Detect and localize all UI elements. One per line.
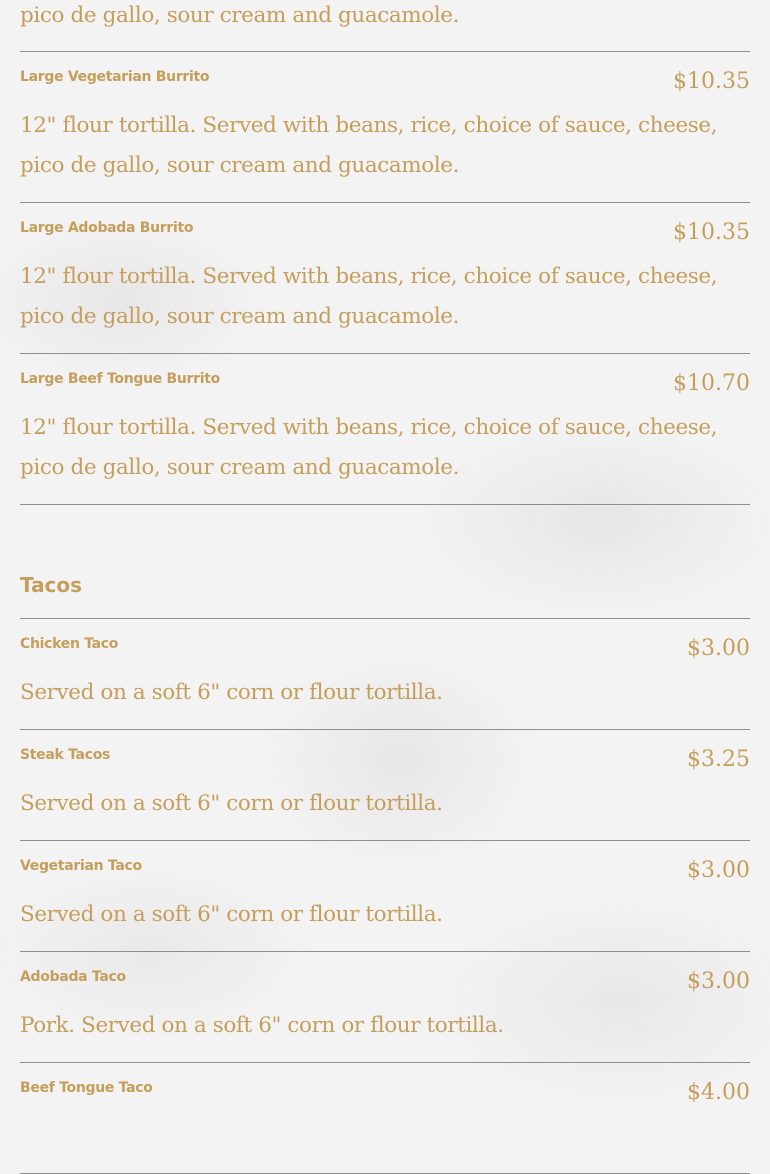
- item-name: Vegetarian Taco: [20, 858, 142, 874]
- section-heading-tacos: [20, 565, 750, 619]
- menu-item-beef-tongue-taco[interactable]: [20, 1063, 750, 1174]
- section-spacer: [20, 505, 750, 565]
- item-description: Served on a soft 6" corn or flour tortilla.: [20, 680, 443, 705]
- item-name: Large Vegetarian Burrito: [20, 69, 210, 85]
- item-description: 12" flour tortilla. Served with beans, rice, choice of sauce, cheese, pico de gallo, sour cream and guacamole.: [20, 113, 718, 178]
- menu-item-large-adobada-burrito[interactable]: [20, 203, 750, 354]
- item-name: Large Adobada Burrito: [20, 220, 194, 236]
- item-price: $10.35: [673, 220, 750, 245]
- item-name: Steak Tacos: [20, 747, 111, 763]
- item-description: Pork. Served on a soft 6" corn or flour tortilla.: [20, 1013, 504, 1038]
- menu-item-partial: [20, 0, 750, 52]
- menu-item-large-beef-tongue-burrito[interactable]: [20, 354, 750, 505]
- item-description: 12" flour tortilla. Served with beans, rice, choice of sauce, cheese, pico de gallo, sour cream and guacamole.: [20, 264, 718, 329]
- item-price: $3.00: [687, 969, 750, 994]
- item-description: pico de gallo, sour cream and guacamole.: [20, 3, 460, 28]
- section-title: Tacos: [20, 573, 83, 597]
- item-price: $10.70: [673, 371, 750, 396]
- item-price: $3.00: [687, 858, 750, 883]
- menu-item-vegetarian-taco[interactable]: [20, 841, 750, 952]
- item-price: $3.25: [687, 747, 750, 772]
- menu-item-large-vegetarian-burrito[interactable]: [20, 52, 750, 203]
- menu-item-steak-tacos[interactable]: [20, 730, 750, 841]
- item-name: Beef Tongue Taco: [20, 1080, 153, 1096]
- item-description: 12" flour tortilla. Served with beans, rice, choice of sauce, cheese, pico de gallo, sour cream and guacamole.: [20, 415, 718, 480]
- item-description: Served on a soft 6" corn or flour tortilla.: [20, 791, 443, 816]
- item-name: Adobada Taco: [20, 969, 126, 985]
- item-price: $3.00: [687, 636, 750, 661]
- item-name: Chicken Taco: [20, 636, 119, 652]
- item-name: Large Beef Tongue Burrito: [20, 371, 220, 387]
- menu-list: [20, 0, 750, 1174]
- menu-item-adobada-taco[interactable]: [20, 952, 750, 1063]
- item-price: $10.35: [673, 69, 750, 94]
- item-price: $4.00: [687, 1080, 750, 1105]
- item-description: Served on a soft 6" corn or flour tortilla.: [20, 902, 443, 927]
- menu-item-chicken-taco[interactable]: [20, 619, 750, 730]
